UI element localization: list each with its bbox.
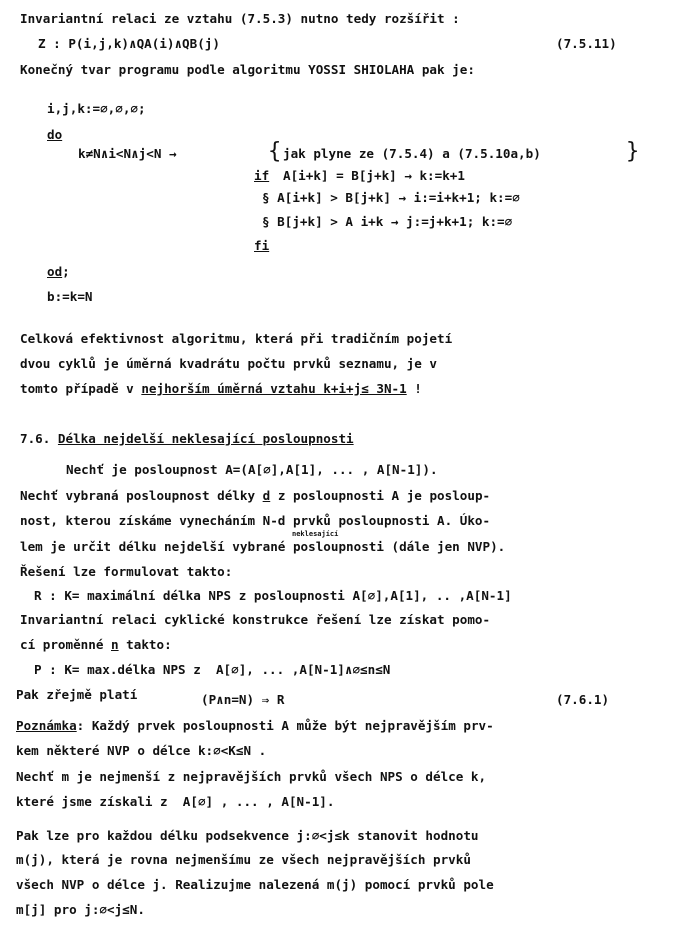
variable-n: n [111, 637, 119, 652]
text-line: dvou cyklů je úměrná kvadrátu počtu prvků seznamu, je v [20, 356, 438, 371]
formula-p: P : K= max.délka NPS z A[∅], ... ,A[N-1]∧∅≤n≤N [34, 662, 391, 677]
text-span: tomto případě v [20, 381, 142, 396]
program-guard: k≠N∧i<N∧j<N → [78, 146, 177, 161]
program-comment: jak plyne ze (7.5.4) a (7.5.10a,b) [283, 146, 541, 161]
brace-left: { [268, 139, 282, 164]
note-label: Poznámka [16, 718, 77, 733]
od-semicolon: ; [62, 264, 70, 279]
text-line [20, 637, 172, 653]
variable-d: d [262, 488, 271, 503]
keyword-do: do [47, 127, 63, 142]
text-line: Konečný tvar programu podle algoritmu YOSSI SHIOLAHA pak je: [20, 62, 475, 77]
text-line: Nechť je posloupnost A=(A[∅],A[1], ... , A[N-1]). [66, 462, 438, 477]
keyword-fi: fi [254, 238, 270, 253]
text-span: cí proměnné [20, 637, 111, 652]
program-assign: b:=k=N [47, 289, 93, 304]
text-line: nost, kterou získáme vynecháním N-d prvků posloupnosti A. Úko- [20, 513, 491, 528]
brace-right: } [626, 139, 640, 164]
text-line: lem je určit délku nejdelší vybrané posloupnosti (dále jen NVP). [20, 539, 506, 554]
text-span: ! [406, 381, 422, 396]
text-line [20, 381, 422, 397]
program-branch-1: A[i+k] = B[j+k] → k:=k+1 [283, 168, 465, 183]
text-line: které jsme získali z A[∅] , ... , A[N-1]. [16, 794, 335, 809]
text-line: Pak zřejmě platí [16, 687, 138, 702]
text-line: kem některé NVP o délce k:∅<K≤N . [16, 743, 267, 758]
text-line: m[j] pro j:∅<j≤N. [16, 902, 145, 917]
text-line: Pak lze pro každou délku podsekvence j:∅<j≤k stanovit hodnotu [16, 828, 479, 843]
program-init: i,j,k:=∅,∅,∅; [47, 101, 146, 116]
text-line [16, 718, 494, 734]
program-branch-2: § A[i+k] > B[j+k] → i:=i+k+1; k:=∅ [262, 190, 520, 205]
text-line: všech NVP o délce j. Realizujme nalezená m(j) pomocí prvků pole [16, 877, 494, 892]
text-span: takto: [118, 637, 172, 652]
text-line: Invariantní relaci ze vztahu (7.5.3) nutno tedy rozšířit : [20, 11, 460, 26]
text-line: Invariantní relaci cyklické konstrukce řešení lze získat pomo- [20, 612, 491, 627]
formula-r: R : K= maximální délka NPS z posloupnosti A[∅],A[1], .. ,A[N-1] [34, 588, 512, 603]
section-title: Délka nejdelší neklesající posloupnosti [57, 431, 354, 446]
keyword-if: if [254, 168, 270, 183]
text-line [20, 488, 490, 504]
underlined-phrase: nejhorším úměrná vztahu k+i+j≤ 3N-1 [141, 381, 407, 396]
formula-implication: (P∧n=N) ⇒ R [201, 692, 285, 707]
text-line: Řešení lze formulovat takto: [20, 564, 233, 579]
text-span: Nechť vybraná posloupnost délky [20, 488, 263, 503]
text-line: Celková efektivnost algoritmu, která při tradičním pojetí [20, 331, 453, 346]
text-span: z posloupnosti A je posloup- [270, 488, 491, 503]
keyword-od: od [47, 264, 63, 279]
formula-z: Z : P(i,j,k)∧QA(i)∧QB(j) [38, 36, 220, 51]
equation-number: (7.5.11) [556, 36, 617, 51]
equation-number: (7.6.1) [556, 692, 610, 707]
section-number: 7.6. [20, 431, 58, 446]
text-line: Nechť m je nejmenší z nejpravějších prvků všech NPS o délce k, [16, 769, 487, 784]
section-heading [20, 431, 354, 447]
text-line: m(j), která je rovna nejmenšímu ze všech nejpravějších prvků [16, 852, 471, 867]
handwritten-insertion: neklesající [292, 530, 339, 538]
keyword-od-line [47, 264, 70, 280]
program-branch-3: § B[j+k] > A i+k → j:=j+k+1; k:=∅ [262, 214, 513, 229]
text-span: : Každý prvek posloupnosti A může být nejpravějším prv- [76, 718, 494, 733]
